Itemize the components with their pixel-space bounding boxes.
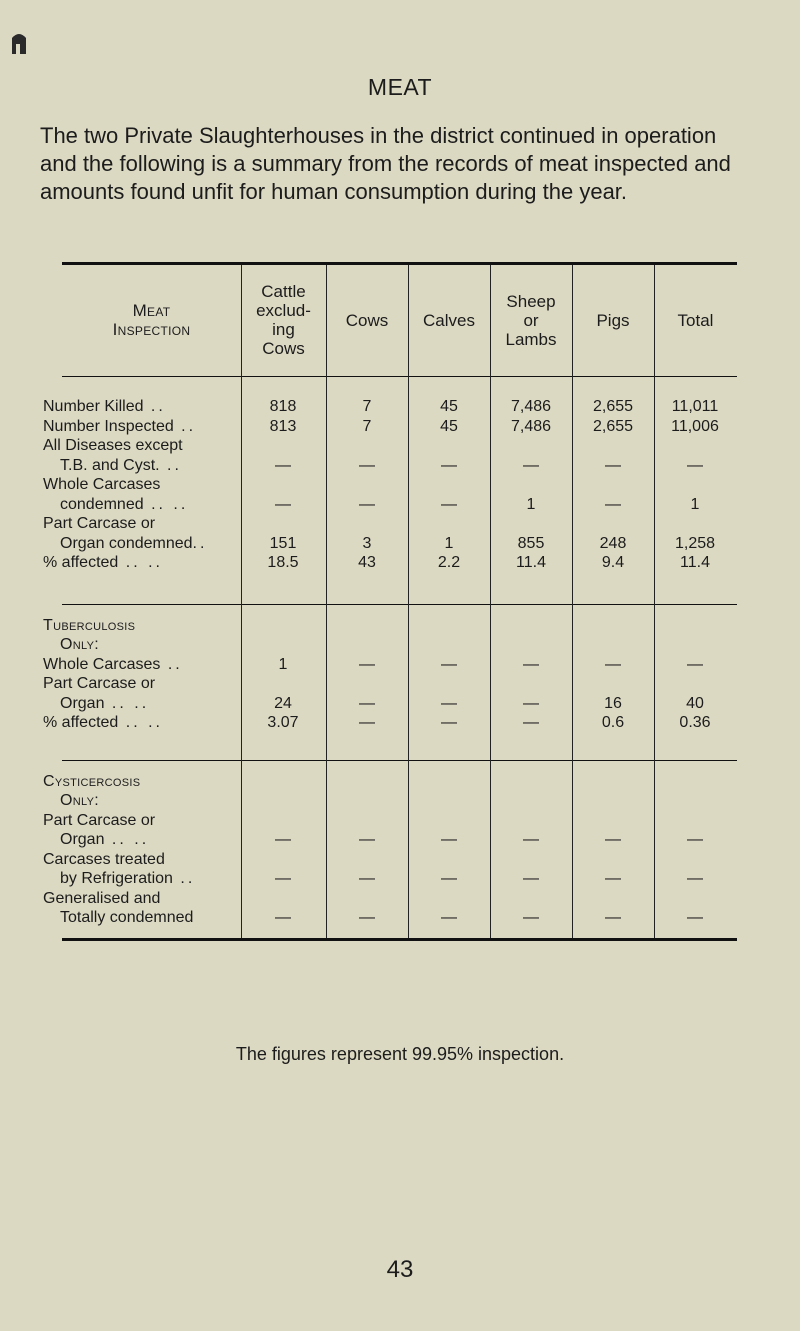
table-cell: 855	[517, 535, 545, 552]
table-cell: —	[687, 909, 703, 926]
column-header-calves: Calves	[423, 310, 475, 330]
section-heading: Tuberculosis	[43, 617, 136, 634]
row-label: Organ condemned..	[60, 535, 208, 552]
table-cell: 45	[440, 398, 458, 415]
table-cell: —	[275, 831, 291, 848]
row-label: Whole Carcases	[43, 476, 161, 493]
table-cell: 9.4	[601, 554, 625, 571]
table-cell: 0.6	[601, 714, 625, 731]
table-cell: 11.4	[516, 554, 546, 571]
table-cell: 2,655	[592, 418, 634, 435]
column-header-total: Total	[677, 310, 714, 330]
table-cell: —	[441, 909, 457, 926]
table-cell: —	[359, 496, 375, 513]
table-cell: —	[687, 457, 703, 474]
table-cell: —	[605, 870, 621, 887]
table-cell: 11,011	[671, 398, 719, 415]
table-cell: —	[359, 909, 375, 926]
table-cell: —	[275, 870, 291, 887]
table-cell: 7,486	[510, 398, 552, 415]
table-cell: 1	[278, 656, 288, 673]
row-label: by Refrigeration ..	[60, 870, 196, 887]
row-label: % affected .. ..	[43, 714, 163, 731]
table-cell: 7,486	[510, 418, 552, 435]
row-label: Carcases treated	[43, 851, 165, 868]
table-cell: 43	[358, 554, 376, 571]
table-cell: —	[523, 656, 539, 673]
table-cell: 7	[362, 398, 372, 415]
table-cell: —	[687, 656, 703, 673]
section-heading: Only:	[60, 792, 99, 809]
table-cell: —	[523, 714, 539, 731]
row-label: T.B. and Cyst. ..	[60, 457, 182, 474]
table-cell: 2.2	[437, 554, 461, 571]
table-cell: —	[275, 909, 291, 926]
page-corner-mark	[8, 30, 30, 56]
table-cell: —	[523, 831, 539, 848]
page-number: 43	[386, 1256, 414, 1283]
column-header-cows: Cows	[345, 310, 389, 330]
footer-note: The figures represent 99.95% inspection.	[235, 1044, 565, 1064]
column-header-pigs: Pigs	[596, 310, 630, 330]
table-cell: —	[687, 870, 703, 887]
table-cell: —	[359, 831, 375, 848]
table-cell: 3	[362, 535, 372, 552]
table-cell: 18.5	[267, 554, 299, 571]
table-cell: —	[359, 870, 375, 887]
table-cell: —	[441, 831, 457, 848]
row-label: Number Inspected ..	[43, 418, 197, 435]
table-cell: —	[605, 909, 621, 926]
table-cell: —	[605, 831, 621, 848]
table-cell: —	[605, 656, 621, 673]
table-cell: —	[523, 909, 539, 926]
table-cell: 1,258	[674, 535, 716, 552]
table-cell: —	[441, 656, 457, 673]
table-cell: 7	[362, 418, 372, 435]
row-label: Whole Carcases ..	[43, 656, 183, 673]
table-cell: —	[523, 457, 539, 474]
table-cell: —	[441, 870, 457, 887]
row-label: All Diseases except	[43, 437, 183, 454]
column-header-cattle: Cattle exclud- ing Cows	[256, 282, 311, 358]
intro-paragraph: The two Private Slaughterhouses in the district continued in operation and the following is a summary from the records of meat inspected and amounts found unfit for human consumption during the year.	[40, 123, 731, 204]
table-cell: —	[441, 457, 457, 474]
table-header-rule	[62, 376, 737, 377]
row-label: Part Carcase or	[43, 675, 156, 692]
table-cell: —	[605, 457, 621, 474]
table-cell: 0.36	[679, 714, 711, 731]
table-cell: 11.4	[680, 554, 710, 571]
row-label: Part Carcase or	[43, 812, 156, 829]
table-cell: —	[359, 457, 375, 474]
table-cell: —	[275, 496, 291, 513]
table-cell: 24	[274, 695, 292, 712]
section-rule-1	[62, 604, 737, 605]
row-label: Number Killed ..	[43, 398, 166, 415]
row-label: condemned .. ..	[60, 496, 189, 513]
table-cell: 16	[604, 695, 622, 712]
table-cell: —	[687, 831, 703, 848]
table-cell: 3.07	[267, 714, 299, 731]
section-heading: Cysticercosis	[43, 773, 141, 790]
column-header-meat-inspection: Meat Inspection	[112, 301, 191, 339]
column-header-sheep: Sheep or Lambs	[505, 291, 557, 349]
page-title: MEAT	[367, 74, 433, 100]
table-cell: 1	[526, 496, 536, 513]
table-cell: 11,006	[671, 418, 719, 435]
row-label: Organ .. ..	[60, 831, 150, 848]
row-label: Generalised and	[43, 890, 161, 907]
table-cell: —	[523, 695, 539, 712]
table-cell: 45	[440, 418, 458, 435]
table-cell: 40	[686, 695, 704, 712]
row-label: Totally condemned	[60, 909, 194, 926]
table-cell: 1	[444, 535, 454, 552]
table-cell: —	[359, 695, 375, 712]
row-label: Part Carcase or	[43, 515, 156, 532]
table-cell: 248	[599, 535, 627, 552]
table-cell: 2,655	[592, 398, 634, 415]
table-cell: 813	[269, 418, 297, 435]
table-cell: —	[359, 656, 375, 673]
table-cell: —	[523, 870, 539, 887]
table-bottom-rule	[62, 938, 737, 941]
table-cell: 818	[269, 398, 297, 415]
table-cell: —	[441, 496, 457, 513]
table-cell: —	[359, 714, 375, 731]
table-cell: 151	[269, 535, 297, 552]
section-heading: Only:	[60, 636, 99, 653]
row-label: Organ .. ..	[60, 695, 150, 712]
table-cell: —	[441, 695, 457, 712]
row-label: % affected .. ..	[43, 554, 163, 571]
table-cell: —	[441, 714, 457, 731]
table-cell: 1	[690, 496, 700, 513]
section-rule-2	[62, 760, 737, 761]
table-cell: —	[275, 457, 291, 474]
table-cell: —	[605, 496, 621, 513]
